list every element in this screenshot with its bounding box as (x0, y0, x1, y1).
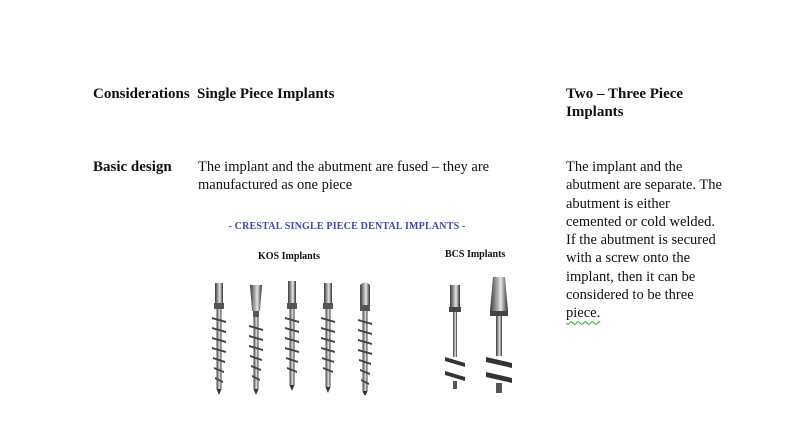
header-considerations: Considerations (93, 86, 190, 102)
header-single-piece: Single Piece Implants (197, 86, 335, 102)
kos-implant-5 (358, 283, 372, 396)
kos-implants-label: KOS Implants (258, 251, 320, 262)
cell-two-three-piece-description (566, 158, 722, 323)
kos-implant-4 (321, 283, 335, 393)
implants-illustration (192, 265, 542, 395)
spellcheck-word: piece. (566, 305, 601, 322)
kos-implant-2 (249, 285, 263, 395)
cell-two-three-text: The implant and the abutment are separate. The abutment is either cemented or cold welded. If the abutment is secured with a screw onto the implant, then it can be considered to be three (566, 159, 722, 304)
kos-implant-1 (212, 283, 226, 395)
header-two-three-piece: Two – Three Piece Implants (566, 86, 684, 120)
row-label-basic-design: Basic design (93, 159, 172, 175)
kos-implant-3 (285, 281, 299, 391)
implants-figure (192, 215, 542, 395)
figure-title: - CRESTAL SINGLE PIECE DENTAL IMPLANTS - (228, 221, 466, 232)
bcs-implants-label: BCS Implants (445, 249, 506, 260)
cell-single-piece-description: The implant and the abutment are fused – they are manufactured as one piece (198, 159, 490, 194)
bcs-implant-1 (445, 285, 465, 389)
bcs-implant-2 (486, 277, 512, 393)
